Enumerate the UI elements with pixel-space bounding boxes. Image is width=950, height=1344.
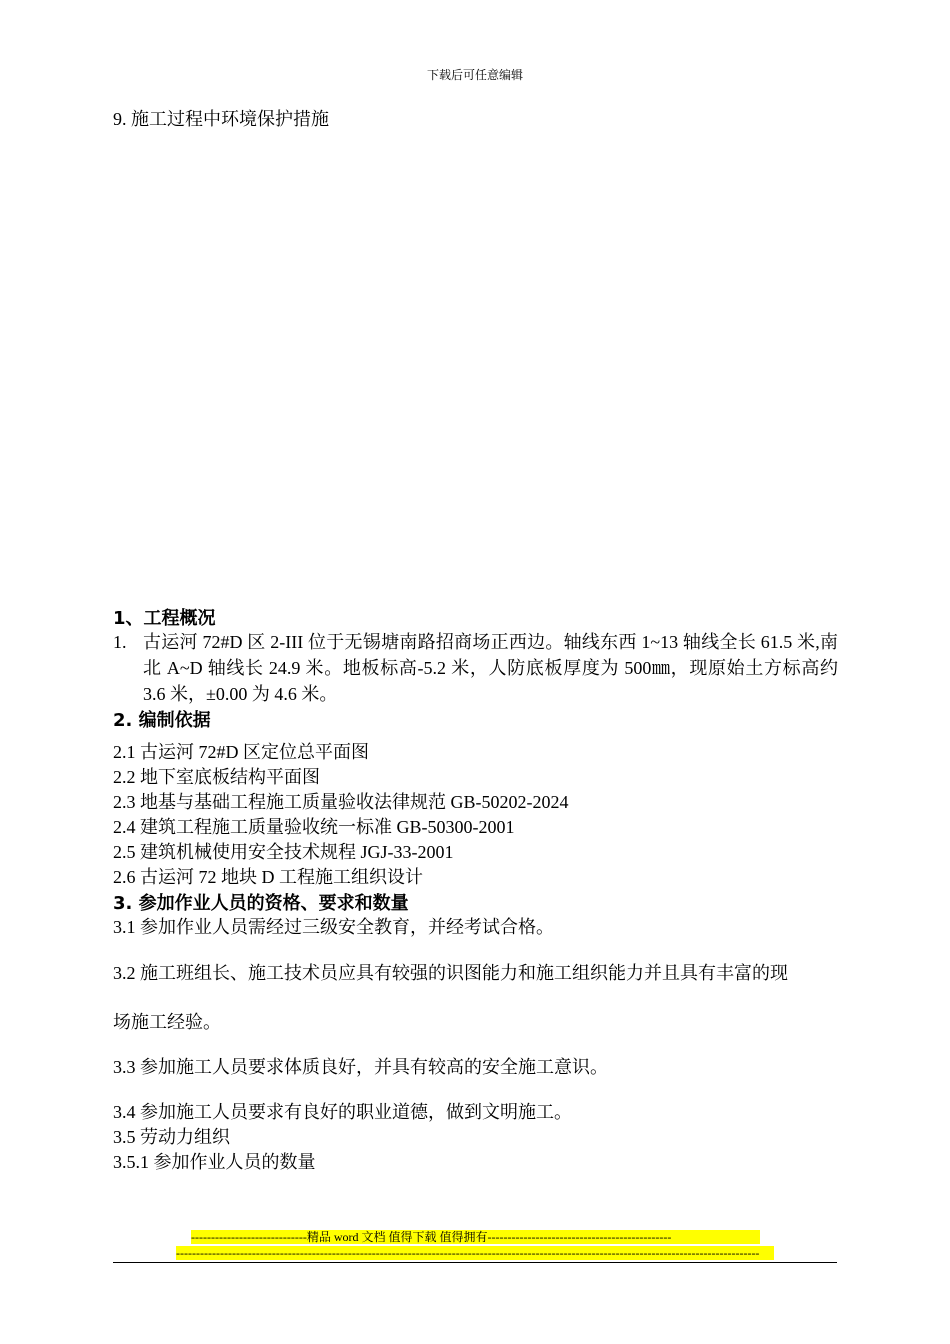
para-3-1: 3.1 参加作业人员需经过三级安全教育，并经考试合格。 <box>113 917 554 937</box>
para-3-5-1: 3.5.1 参加作业人员的数量 <box>113 1152 316 1172</box>
section-3-title: 3. 参加作业人员的资格、要求和数量 <box>113 893 409 914</box>
basis-item-2-1: 2.1 古运河 72#D 区定位总平面图 <box>113 742 369 762</box>
basis-item-2-5: 2.5 建筑机械使用安全技术规程 JGJ-33-2001 <box>113 842 454 862</box>
section-1-title: 1、工程概况 <box>113 608 216 629</box>
section-1-item <box>113 629 838 707</box>
section-2-title: 2. 编制依据 <box>113 710 211 731</box>
para-3-2: 3.2 施工班组长、施工技术员应具有较强的识图能力和施工组织能力并且具有丰富的现 <box>113 963 788 983</box>
basis-item-2-2: 2.2 地下室底板结构平面图 <box>113 767 320 787</box>
para-3-2-continued: 场施工经验。 <box>113 1012 221 1032</box>
para-3-3: 3.3 参加施工人员要求体质良好，并具有较高的安全施工意识。 <box>113 1057 608 1077</box>
footer-banner-line-1: -----------------------------精品 word 文档 值得下载 值得拥有---------------------------------------------- <box>191 1230 760 1244</box>
footer-banner-line-2: -------------------------------------------------------------------------------------------------------------------------------------------------- <box>176 1246 774 1260</box>
para-3-5: 3.5 劳动力组织 <box>113 1127 230 1147</box>
project-overview-text: 古运河 72#D 区 2-III 位于无锡塘南路招商场正西边。轴线东西 1~13 轴线全长 61.5 米,南北 A~D 轴线长 24.9 米。地板标高-5.2 米，人防底板厚度为 500㎜，现原始土方标高约 3.6 米，±0.00 为 4.6 米。 <box>143 632 838 704</box>
para-3-4: 3.4 参加施工人员要求有良好的职业道德，做到文明施工。 <box>113 1102 572 1122</box>
basis-item-2-4: 2.4 建筑工程施工质量验收统一标准 GB-50300-2001 <box>113 817 515 837</box>
basis-item-2-3: 2.3 地基与基础工程施工质量验收法律规范 GB-50202-2024 <box>113 792 569 812</box>
footer-rule <box>113 1262 837 1263</box>
page-header-note: 下载后可任意编辑 <box>426 68 523 82</box>
basis-item-2-6: 2.6 古运河 72 地块 D 工程施工组织设计 <box>113 867 423 887</box>
toc-item-9: 9. 施工过程中环境保护措施 <box>113 109 329 129</box>
item-number: 1. <box>113 632 127 652</box>
